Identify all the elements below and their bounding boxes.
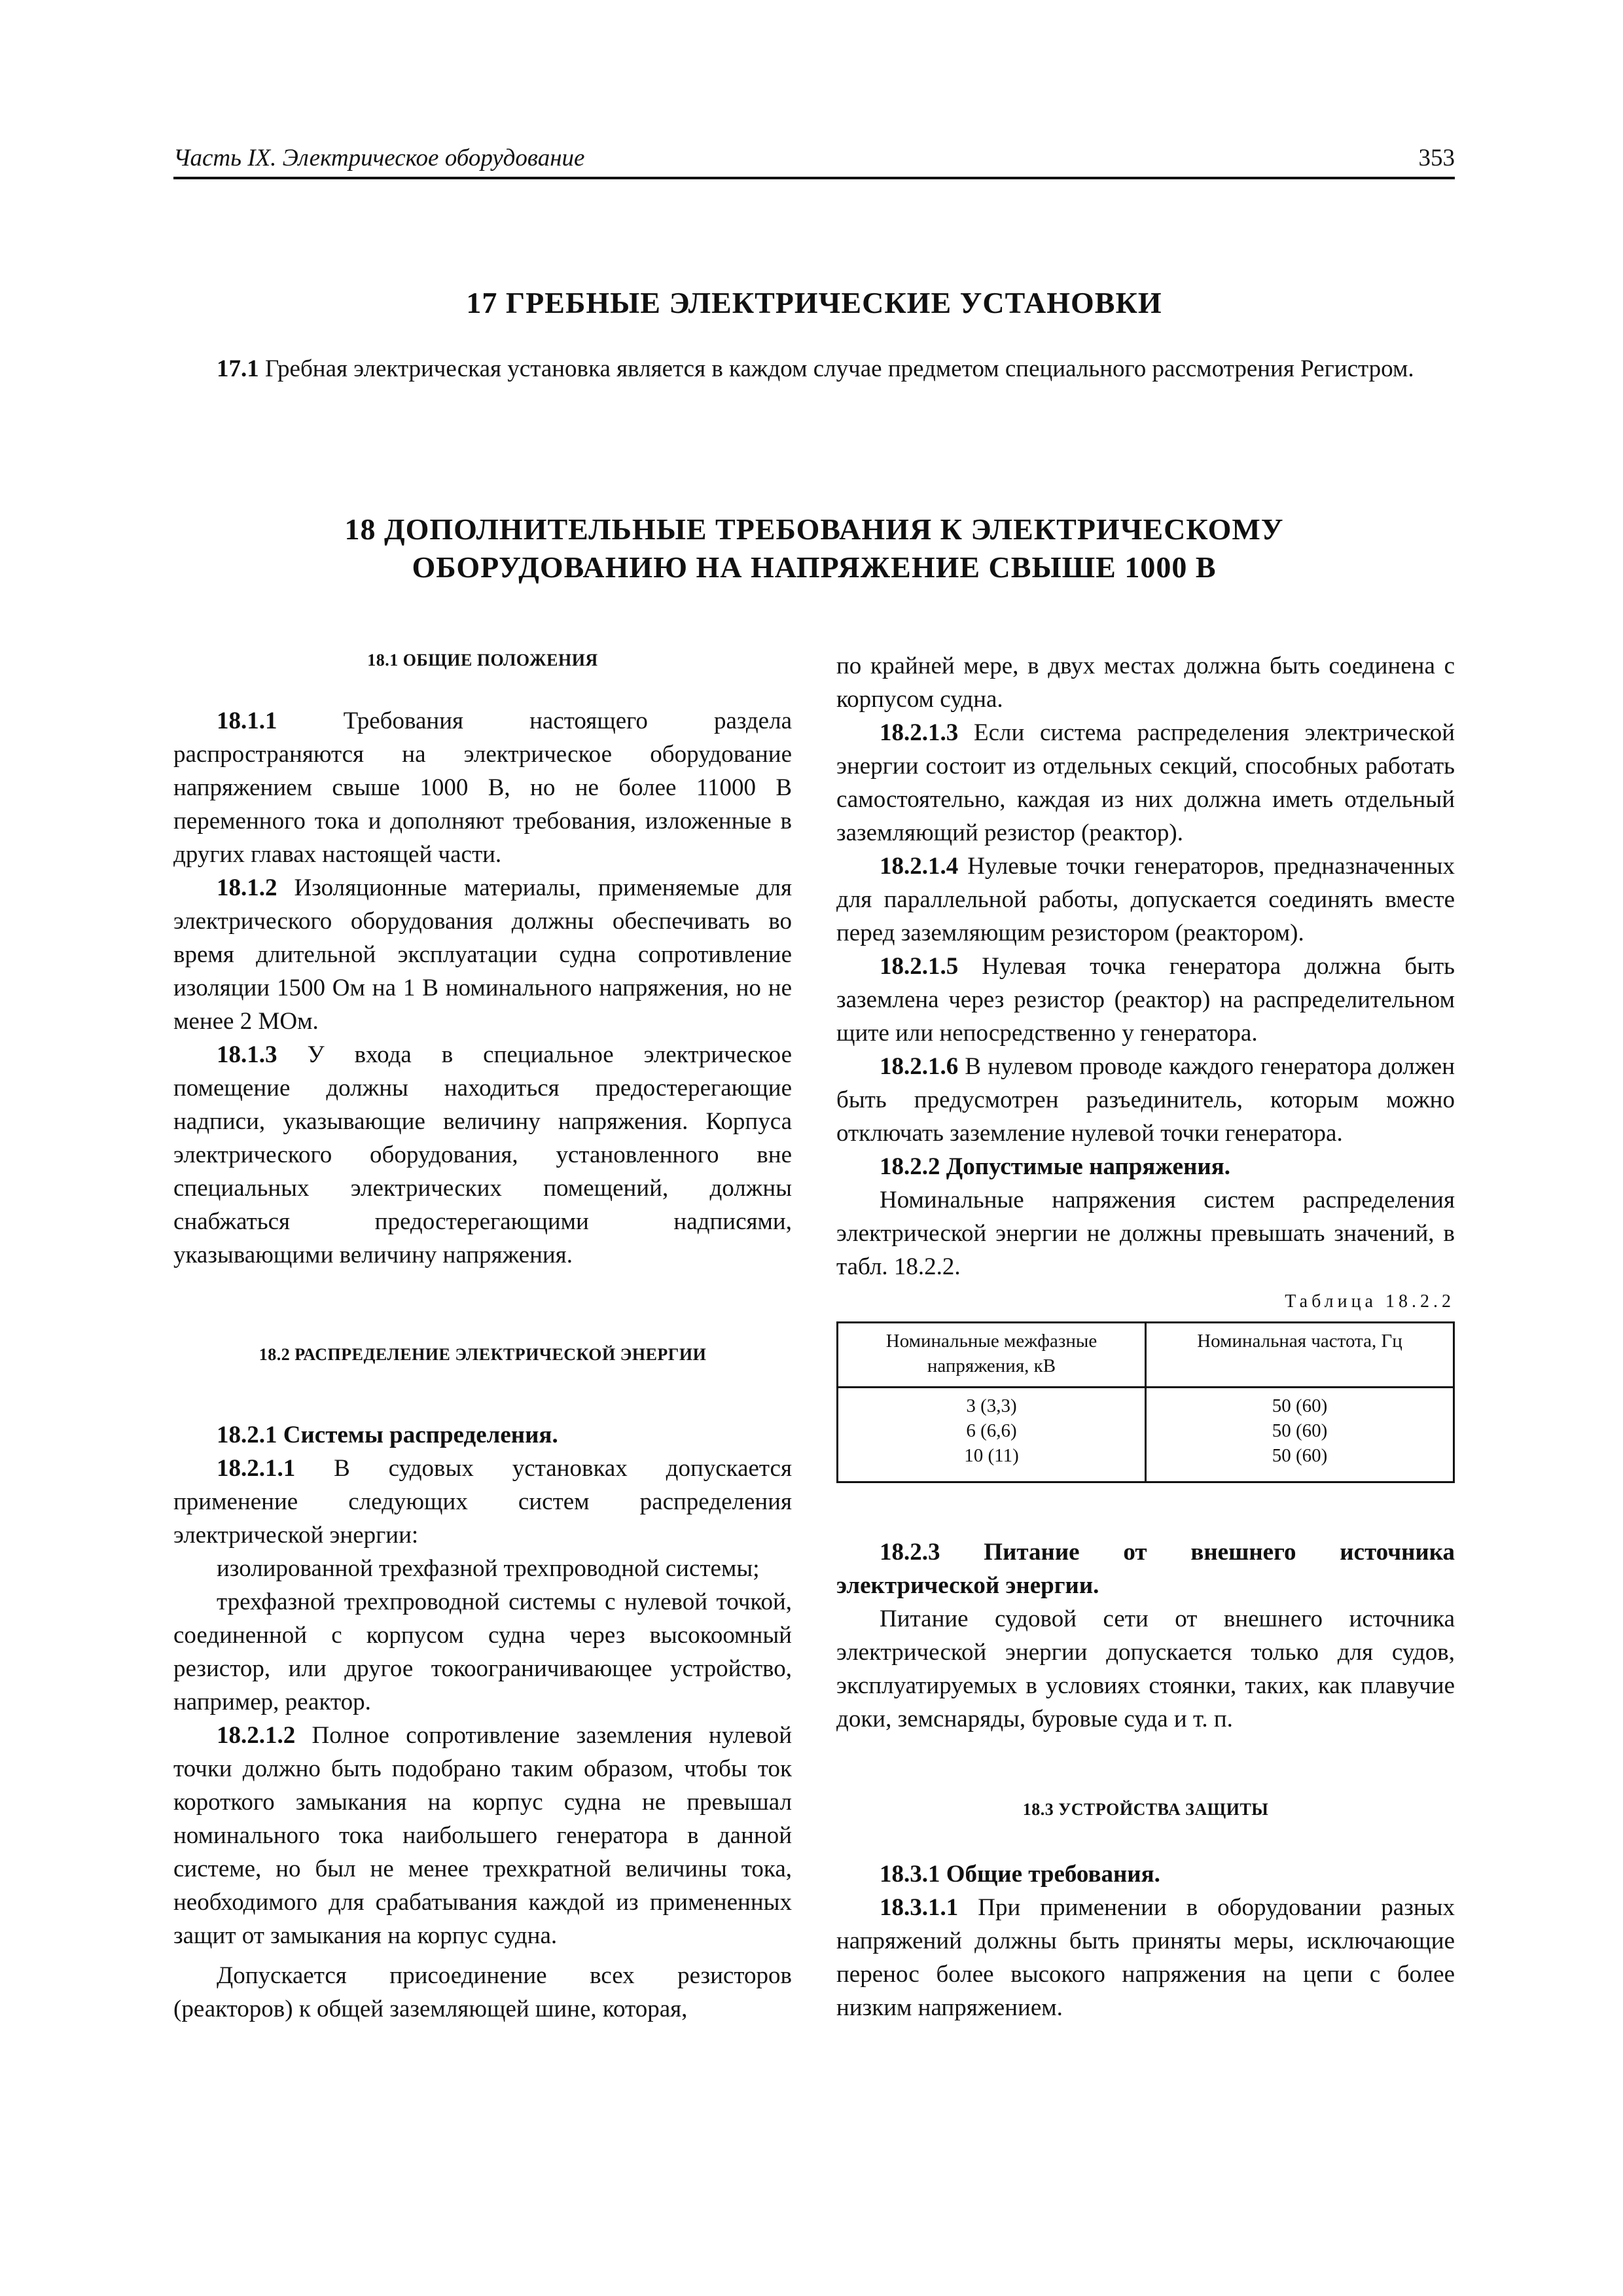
paragraph-18-2-1-5 — [836, 950, 1455, 1050]
paragraph-text: Если система распределения электрической энергии состоит из отдельных секций, способных работать самостоятельно, каждая из них должна иметь отдельный заземляющий резистор (реактор). — [836, 719, 1455, 846]
paragraph-18-2-2-text: Номинальные напряжения систем распределения электрической энергии не должны превышать значений, в табл. 18.2.2. — [836, 1187, 1455, 1280]
paragraph-text: Изоляционные материалы, применяемые для электрического оборудования должны обеспечивать во время длительной эксплуатации судна сопротивление изоляции 1500 Ом на 1 В номинального напряжения, но не менее 2 МОм. — [173, 874, 792, 1035]
paragraph-number: 18.2.1.2 — [217, 1722, 296, 1749]
paragraph-number: 18.1.3 — [217, 1041, 277, 1068]
paragraph-text: У входа в специальное электрическое помещение должны находиться предостерегающие надписи, указывающие величину напряжения. Корпуса электрического оборудования, установленного вне специальных электрических помещений, должны снабжаться предостерегающими надписями, указывающими величину напряжения. — [173, 1041, 792, 1268]
page-number: 353 — [1418, 145, 1455, 171]
paragraph-number: 18.1.1 — [217, 708, 277, 734]
section-17-heading: 17 ГРЕБНЫЕ ЭЛЕКТРИЧЕСКИЕ УСТАНОВКИ — [466, 286, 1162, 319]
paragraph-17-1 — [173, 352, 1455, 386]
paragraph-number: 17.1 — [217, 355, 259, 382]
paragraph-number: 18.2.1.4 — [880, 853, 959, 880]
table-cell-frequencies: 50 (60) 50 (60) 50 (60) — [1146, 1388, 1454, 1482]
table-row — [838, 1388, 1454, 1482]
table-header-voltage: Номинальные межфазные напряжения, кВ — [838, 1323, 1146, 1388]
paragraph-number: 18.3.1.1 — [880, 1894, 959, 1921]
table-header-frequency: Номинальная частота, Гц — [1146, 1323, 1454, 1388]
subsection-18-2-2-title: 18.2.2 Допустимые напряжения. — [880, 1153, 1230, 1180]
paragraph-text: Требования настоящего раздела распространяются на электрическое оборудование напряжением свыше 1000 В, но не более 11000 В переменного тока и дополняют требования, изложенные в других главах настоящей части. — [173, 708, 792, 868]
paragraph-text: Нулевые точки генераторов, предназначенных для параллельной работы, допускается соединять вместе перед заземляющим резистором (реактором). — [836, 853, 1455, 946]
paragraph-18-2-3-text: Питание судовой сети от внешнего источника электрической энергии допускается только для судов, эксплуатируемых в условиях стоянки, таких, как плавучие доки, земснаряды, буровые суда и т. п. — [836, 1605, 1455, 1732]
paragraph-18-1-1 — [173, 704, 792, 871]
subsection-18-3-heading: 18.3 УСТРОЙСТВА ЗАЩИТЫ — [1022, 1800, 1269, 1819]
table-cell-voltages: 3 (3,3) 6 (6,6) 10 (11) — [838, 1388, 1146, 1482]
header-rule — [173, 177, 1455, 179]
paragraph-number: 18.2.1.6 — [880, 1053, 959, 1080]
running-header-title: Часть IX. Электрическое оборудование — [173, 145, 585, 171]
subsection-18-3-1-title: 18.3.1 Общие требования. — [880, 1861, 1160, 1888]
subsection-18-2-3-title: 18.2.3 Питание от внешнего источника электрической энергии. — [836, 1539, 1455, 1599]
paragraph-text: Полное сопротивление заземления нулевой точки должно быть подобрано таким образом, чтобы ток короткого замыкания на корпус судна не превышал номинального тока наибольшего генератора в данной системе, но был не менее трехкратной величины тока, необходимого для срабатывания каждой из примененных защит от замыкания на корпус судна. — [173, 1722, 792, 1949]
paragraph-allow-common-bus: Допускается присоединение всех резисторов (реакторов) к общей заземляющей шине, которая, — [173, 1962, 792, 2022]
paragraph-text: В нулевом проводе каждого генератора должен быть предусмотрен разъединитель, которым можно отключать заземление нулевой точки генератора. — [836, 1053, 1455, 1147]
paragraph-number: 18.2.1.3 — [880, 719, 959, 746]
table-header-row — [838, 1323, 1454, 1388]
paragraph-number: 18.1.2 — [217, 874, 277, 901]
paragraph-text: Гребная электрическая установка является в каждом случае предметом специального рассмотрения Регистром. — [259, 355, 1414, 382]
paragraph-18-3-1-1 — [836, 1891, 1455, 2024]
subsection-18-1-heading: 18.1 ОБЩИЕ ПОЛОЖЕНИЯ — [367, 651, 598, 670]
paragraph-18-2-1-6 — [836, 1050, 1455, 1150]
paragraph-18-2-1-1 — [173, 1452, 792, 1552]
paragraph-18-2-1-4 — [836, 850, 1455, 950]
paragraph-18-1-2 — [173, 871, 792, 1038]
paragraph-text: При применении в оборудовании разных напряжений должны быть приняты меры, исключающие перенос более высокого напряжения на цепи с более низким напряжением. — [836, 1894, 1455, 2021]
paragraph-text: Нулевая точка генератора должна быть заземлена через резистор (реактор) на распределительном щите или непосредственно у генератора. — [836, 953, 1455, 1047]
section-18-heading — [173, 511, 1455, 586]
left-column — [173, 649, 792, 2026]
paragraph-18-1-3 — [173, 1038, 792, 1272]
paragraph-18-2-1-2 — [173, 1719, 792, 1952]
table-caption: Таблица 18.2.2 — [1285, 1291, 1455, 1312]
voltage-table — [836, 1321, 1455, 1483]
list-item-grounded-neutral-system: трехфазной трехпроводной системы с нулевой точкой, соединенной с корпусом судна через высокоомный резистор, или другое токоограничивающее устройство, например, реактор. — [173, 1588, 792, 1715]
subsection-18-2-heading: 18.2 РАСПРЕДЕЛЕНИЕ ЭЛЕКТРИЧЕСКОЙ ЭНЕРГИИ — [259, 1345, 707, 1364]
subsection-18-2-1-title: 18.2.1 Системы распределения. — [217, 1422, 558, 1448]
paragraph-number: 18.2.1.1 — [217, 1455, 296, 1482]
list-item-isolated-system: изолированной трехфазной трехпроводной системы; — [217, 1555, 760, 1582]
paragraph-18-2-1-3 — [836, 716, 1455, 850]
paragraph-continuation: по крайней мере, в двух местах должна быть соединена с корпусом судна. — [836, 653, 1455, 713]
section-18-heading-line-1: 18 ДОПОЛНИТЕЛЬНЫЕ ТРЕБОВАНИЯ К ЭЛЕКТРИЧЕСКОМУ — [344, 512, 1284, 546]
paragraph-number: 18.2.1.5 — [880, 953, 959, 980]
section-18-heading-line-2: ОБОРУДОВАНИЮ НА НАПРЯЖЕНИЕ СВЫШЕ 1000 В — [412, 550, 1217, 584]
paragraph-text: В судовых установках допускается применение следующих систем распределения электрической энергии: — [173, 1455, 792, 1549]
right-column — [836, 649, 1455, 2024]
